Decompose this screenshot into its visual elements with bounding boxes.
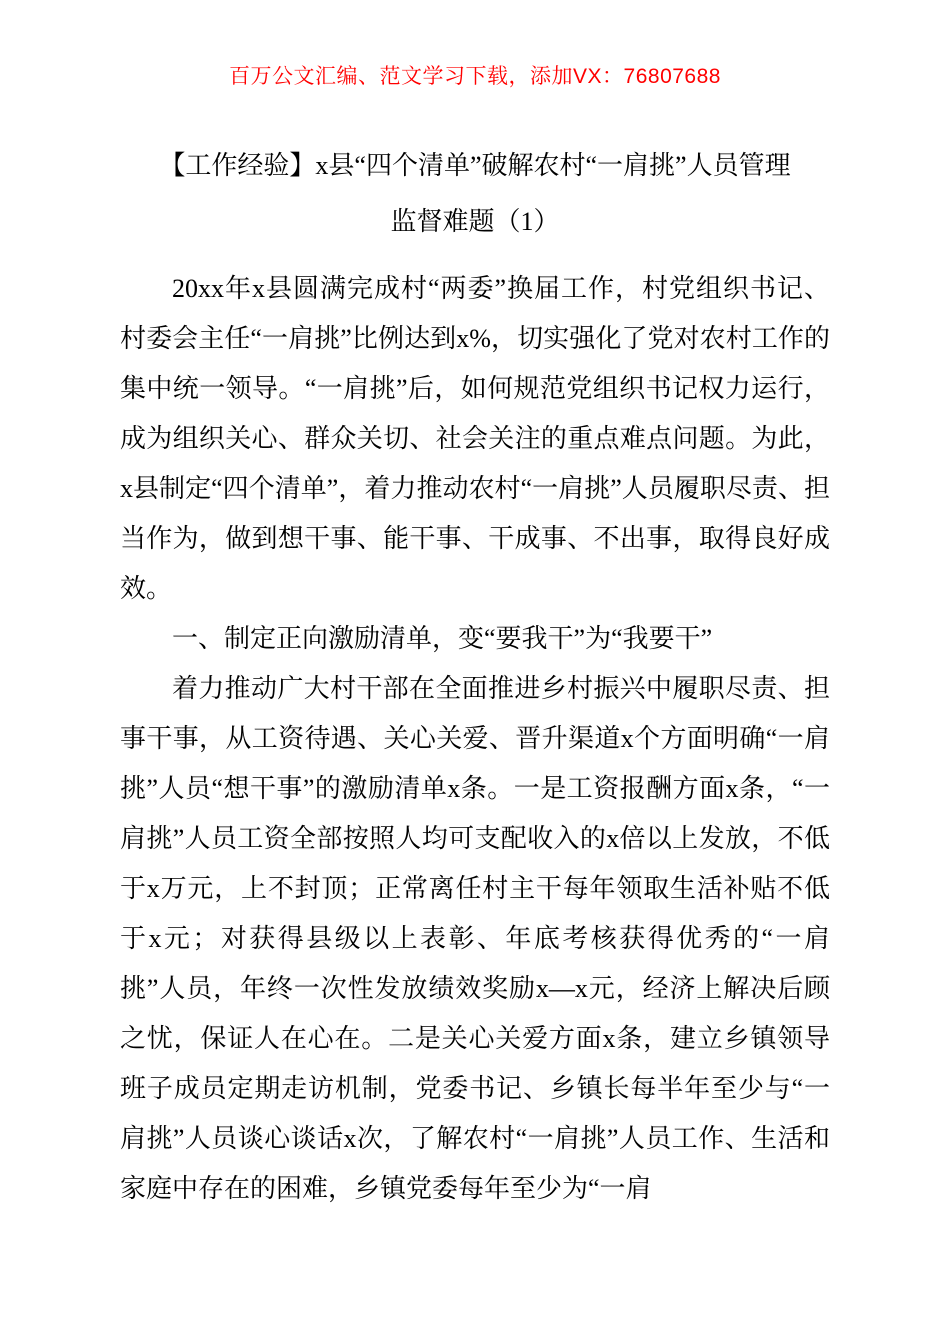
- document-title-line-1: 【工作经验】x县“四个清单”破解农村“一肩挑”人员管理: [159, 151, 791, 180]
- paragraph-section-1: 着力推动广大村干部在全面推进乡村振兴中履职尽责、担事干事，从工资待遇、关心关爱、晋升渠道x个方面明确“一肩挑”人员“想干事”的激励清单x条。一是工资报酬方面x条，“一肩挑”人员工资全部按照人均可支配收入的x倍以上发放，不低于x万元，上不封顶；正常离任村主干每年领取生活补贴不低于x元；对获得县级以上表彰、年底考核获得优秀的“一肩挑”人员，年终一次性发放绩效奖励x—x元，经济上解决后顾之忧，保证人在心在。二是关心关爱方面x条，建立乡镇领导班子成员定期走访机制，党委书记、乡镇长每半年至少与“一肩挑”人员谈心谈话x次，了解农村“一肩挑”人员工作、生活和家庭中存在的困难，乡镇党委每年至少为“一肩: [120, 674, 830, 1203]
- promo-header-text: 百万公文汇编、范文学习下载，添加VX：76807688: [229, 65, 721, 88]
- document-title: [115, 138, 835, 250]
- document-body: [120, 264, 830, 1214]
- paragraph-intro: 20xx年x县圆满完成村“两委”换届工作，村党组织书记、村委会主任“一肩挑”比例达到x%，切实强化了党对农村工作的集中统一领导。“一肩挑”后，如何规范党组织书记权力运行，成为组织关心、群众关切、社会关注的重点难点问题。为此，x县制定“四个清单”，着力推动农村“一肩挑”人员履职尽责、担当作为，做到想干事、能干事、干成事、不出事，取得良好成效。: [120, 274, 830, 603]
- section-heading-1: 一、制定正向激励清单，变“要我干”为“我要干”: [172, 624, 713, 653]
- document-title-line-2: 监督难题（1）: [390, 207, 560, 236]
